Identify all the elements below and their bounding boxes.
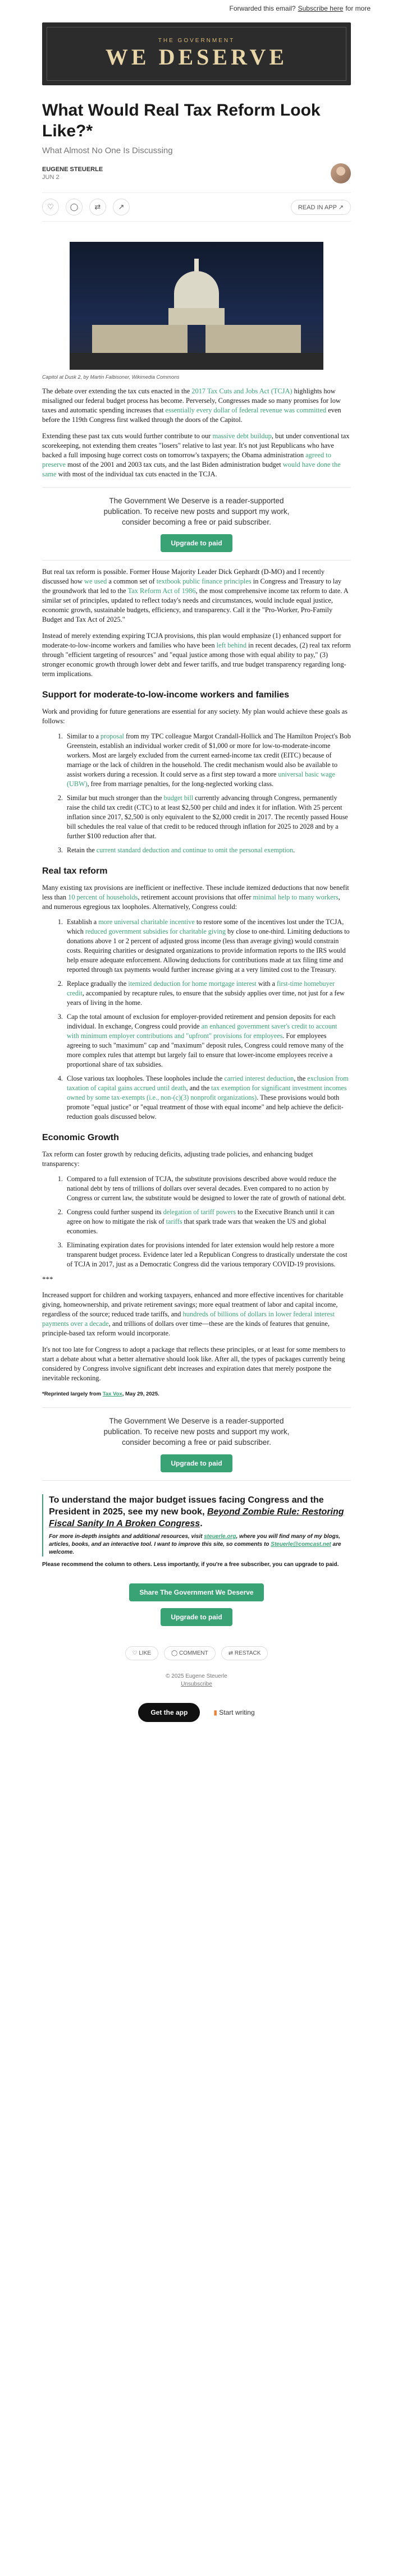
link-steuerle-org[interactable]: steuerle.org xyxy=(204,1533,236,1540)
forward-suffix: for more xyxy=(345,4,371,12)
publication-banner[interactable] xyxy=(42,22,351,85)
upgrade-button[interactable]: Upgrade to paid xyxy=(161,1608,232,1626)
subscribe-link[interactable]: Subscribe here xyxy=(298,4,344,12)
book-heading: To understand the major budget issues facing Congress and the President in 2025, see my new book, Beyond Zombie Rule: Restoring Fiscal Sanity In A Broken Congress. xyxy=(49,1495,344,1528)
link-tcja[interactable]: 2017 Tax Cuts and Jobs Act (TCJA) xyxy=(191,387,293,395)
link-book[interactable]: Beyond Zombie Rule: Restoring Fiscal Sanity In A Broken Congress xyxy=(49,1507,344,1528)
link-left-behind[interactable]: left behind xyxy=(216,641,247,649)
paragraph: Many existing tax provisions are inefficient or ineffective. These include itemized deductions that now benefit less than 10 percent of households, retirement account provisions that offer minimal help to many workers, and numerous egregious tax loopholes. Alternatively, Congress could: xyxy=(42,884,349,911)
support-list xyxy=(42,732,351,855)
link-tariff-powers[interactable]: delegation of tariff powers xyxy=(163,1208,236,1216)
paragraph: But real tax reform is possible. Former House Majority Leader Dick Gephardt (D-MO) and I recently discussed how we used a common set of textbook public finance principles in Congress and Treasury to lay the groundwork that led to the Tax Reform Act of 1986, the most comprehensive income tax reform to date. A similar set of principles, updated to reflect today's needs and circumstances, would include equal justice, economic growth, sustainable budgets, efficiency, and transparency. Call it the "Pro-Worker, Pro-Family Budget and Tax Act of 2025." xyxy=(42,568,349,623)
link-mortgage-interest[interactable]: itemized deduction for home mortgage interest xyxy=(128,980,257,988)
link-principles[interactable]: textbook public finance principles xyxy=(156,577,252,585)
link-carried-interest[interactable]: carried interest deduction xyxy=(224,1075,294,1082)
restack-icon: ⇄ xyxy=(228,1650,234,1656)
comment-icon[interactable]: ◯ xyxy=(66,199,83,215)
list-item: 2. Similar but much stronger than the budget bill currently advancing through Congress, permanently raise the child tax credit (CTC) to at least $2,500 per child and index it for inflation. With 25 percent inflation since 2017, $2,500 is only equivalent to the $2,000 credit in 2017. The recently passed House bill schedules the real value of that credit to be reduced through inflation for 2025 to 2028 and by a further $100 reduction after that. xyxy=(65,793,351,841)
get-app-button[interactable]: Get the app xyxy=(138,1703,200,1722)
paragraph: Increased support for children and working taxpayers, enhanced and more effective incentives for charitable giving, homeownership, and private retirement savings; more equal treatment of labor and capital income, regardless of the source; reduced trade tariffs, and hundreds of billions of dollars in lower federal interest payments over a decade, and trillions of dollars over time—these are the kinds of features that genuine, principle-based tax reform would incorporate. xyxy=(42,1291,344,1337)
share-publication-button[interactable]: Share The Government We Deserve xyxy=(129,1583,263,1601)
share-icon[interactable]: ↗ xyxy=(113,199,130,215)
email-body xyxy=(42,22,351,1744)
link-email[interactable]: Steuerle@comcast.net xyxy=(271,1541,331,1548)
post-date: JUN 2 xyxy=(42,174,60,181)
comment-button[interactable]: ◯ COMMENT xyxy=(164,1646,216,1660)
link-ubw[interactable]: universal basic wage (UBW) xyxy=(67,770,335,788)
like-button[interactable]: ♡ LIKE xyxy=(125,1646,158,1660)
link-tra-1986[interactable]: Tax Reform Act of 1986 xyxy=(127,587,196,595)
list-item: 3. Retain the current standard deduction and continue to omit the personal exemption. xyxy=(65,846,351,855)
list-item: 3. Eliminating expiration dates for provisions intended for later extension would help restore a more transparent budget process. Evidence later led a Republican Congress to drastically understate the cost of TCJA in 2017, just as a Democratic Congress did the various temporary COVID-19 provisions. xyxy=(65,1241,351,1269)
book-promo xyxy=(42,1494,351,1556)
link-we-used[interactable]: we used xyxy=(84,577,107,585)
cta-text: The Government We Deserve is a reader-supported publication. To receive new posts and support my work, consider becoming a free or paid subscriber. xyxy=(103,1417,290,1447)
share-note: Please recommend the column to others. Less importantly, if you're a free subscriber, you can upgrade to paid. xyxy=(42,1562,339,1568)
paragraph: It's not too late for Congress to adopt a package that reflects these principles, or at least for some members to start a debate about what a better alternative should look like. After all, the types of packages currently being considered by Congress involve significant debt increases and expiration dates that merely postpone the inevitable reckoning. xyxy=(42,1346,346,1382)
forward-bar xyxy=(0,0,393,17)
upgrade-button[interactable]: Upgrade to paid xyxy=(161,534,232,552)
upgrade-button[interactable]: Upgrade to paid xyxy=(161,1454,232,1472)
cta-text: The Government We Deserve is a reader-supported publication. To receive new posts and support my work, consider becoming a free or paid subscriber. xyxy=(103,497,290,526)
link-revenue-committed[interactable]: essentially every dollar of federal revenue was committed xyxy=(165,406,327,414)
link-proposal[interactable]: proposal xyxy=(100,732,124,740)
post-subtitle: What Almost No One Is Discussing xyxy=(42,146,173,155)
book-note: For more in-depth insights and additional resources, visit steuerle.org, where you will find many of my blogs, articles, books, and an interactive tool. I want to improve this site, so comments to Steuerle@comcast.net are welcome. xyxy=(49,1533,341,1555)
subscribe-cta xyxy=(42,1407,351,1481)
forward-text: Forwarded this email? xyxy=(229,4,296,12)
list-item: 2. Congress could further suspend its delegation of tariff powers to the Executive Branch until it can agree on how to mitigate the risk of tariffs that spark trade wars that weaken the US and global economies. xyxy=(65,1207,351,1236)
banner-subtitle: THE GOVERNMENT xyxy=(158,38,235,44)
post-actions xyxy=(42,192,351,222)
link-budget-bill[interactable]: budget bill xyxy=(163,794,194,802)
post-title[interactable]: What Would Real Tax Reform Look Like?* xyxy=(42,101,321,140)
link-tax-vox[interactable]: Tax Vox xyxy=(102,1391,122,1397)
author-name[interactable]: EUGENE STEUERLE xyxy=(42,166,103,173)
link-debt-buildup[interactable]: massive debt buildup xyxy=(212,432,272,440)
section-divider: *** xyxy=(42,1275,53,1283)
heart-icon[interactable]: ♡ xyxy=(42,199,59,215)
link-tax-exemption[interactable]: tax exemption for significant investment incomes owned by some tax-exempts (i.e., non-(c)(3) nonprofit organizations) xyxy=(67,1084,347,1101)
reprint-note: *Reprinted largely from Tax Vox, May 29, 2025. xyxy=(42,1391,159,1397)
list-item: 1. Compared to a full extension of TCJA, the substitute provisions described above would reduce the national debt by tens of trillions of dollars over several decades. Even compared to no action by Congress or current law, the substitute would be designed to lower the rate of growth of national debt. xyxy=(65,1174,351,1203)
read-in-app-button[interactable]: READ IN APP ↗ xyxy=(291,200,351,215)
growth-list xyxy=(42,1174,351,1269)
section-heading: Support for moderate-to-low-income workers and families xyxy=(42,690,290,700)
pen-icon: ▮ xyxy=(213,1709,217,1716)
footer-actions xyxy=(42,1646,351,1660)
comment-icon: ◯ xyxy=(171,1650,178,1656)
start-writing-button[interactable]: ▮ Start writing xyxy=(213,1709,255,1716)
copyright: © 2025 Eugene Steuerle Unsubscribe xyxy=(42,1673,351,1688)
list-item: 4. Close various tax loopholes. These loopholes include the carried interest deduction, the exclusion from taxation of capital gains accrued until death, and the tax exemption for significant investment incomes owned by some tax-exempts (i.e., non-(c)(3) nonprofit organizations). These provisions would both promote "equal justice" or "equal treatment of those with equal income" and help achieve the deficit-reduction goals discussed below. xyxy=(65,1074,351,1122)
link-households[interactable]: 10 percent of households xyxy=(68,893,138,901)
link-capital-gains[interactable]: exclusion from taxation of capital gains accrued until death xyxy=(67,1075,349,1092)
subscribe-cta xyxy=(42,487,351,561)
paragraph: Extending these past tax cuts would further contribute to our massive debt buildup, but under conventional tax scorekeeping, not extending them creates "losers" relative to last year. It's not just Republicans who have backed a full imposing huge correct costs on tomorrow's taxpayers; the Obama administration agreed to preserve most of the 2001 and 2003 tax cuts, and the last Biden administration budget would have done the same with most of the individual tax cuts enacted in the TCJA. xyxy=(42,432,350,478)
link-homebuyer-credit[interactable]: first-time homebuyer credit xyxy=(67,980,335,997)
share-button-wrap xyxy=(42,1577,351,1626)
link-tariffs[interactable]: tariffs xyxy=(166,1218,182,1225)
link-reduced-subsidies[interactable]: reduced government subsidies for charitable giving xyxy=(85,927,226,935)
paragraph: Instead of merely extending expiring TCJA provisions, this plan would emphasize (1) enhanced support for moderate-to-low-income workers and families who have been left behind in recent decades, (2) real tax reform through "efficient targeting of resources" and "equal justice among those with equal ability to pay," (3) stronger economic growth through lower debt and fewer tariffs, and true budget transparency regarding long-term implications. xyxy=(42,632,351,678)
image-caption: Capitol at Dusk 2, by Martin Falbisoner, Wikimedia Commons xyxy=(42,374,180,380)
reform-list xyxy=(42,917,351,1122)
paragraph: The debate over extending the tax cuts enacted in the 2017 Tax Cuts and Jobs Act (TCJA) highlights how misaligned our federal budget process has become. Perversely, Congresses made so many promises for low taxes and automatic spending increases that essentially every dollar of federal revenue was committed even before the 119th Congress first walked through the doors of the Capitol. xyxy=(42,387,341,424)
list-item: 1. Establish a more universal charitable incentive to restore some of the incentives lost under the TCJA, which reduced government subsidies for charitable giving by close to one-third. Limiting deductions to donations above 1 or 2 percent of adjusted gross income (less than average giving) would constrain costs. Requiring charities or designated organizations to provide information reports to the IRS would help ensure adequate enforcement. Allowing deductions for contributions made at tax filing time and reported through tax payments would further increase giving at a very limited cost to the Treasury. xyxy=(65,917,351,975)
paragraph: Tax reform can foster growth by reducing deficits, adjusting trade policies, and enhancing budget transparency: xyxy=(42,1150,313,1168)
unsubscribe-link[interactable]: Unsubscribe xyxy=(181,1681,212,1687)
restack-icon[interactable]: ⇄ xyxy=(89,199,106,215)
avatar[interactable] xyxy=(331,163,351,183)
link-biden-budget[interactable]: would have done the same xyxy=(42,461,341,478)
link-standard-deduction[interactable]: current standard deduction and continue to omit the personal exemption xyxy=(96,846,294,854)
link-interest-payments[interactable]: hundreds of billions of dollars in lower federal interest payments over a decade xyxy=(42,1310,335,1328)
link-agreed-preserve[interactable]: agreed to preserve xyxy=(42,451,331,469)
link-minimal-help[interactable]: minimal help to many workers xyxy=(253,893,339,901)
paragraph: Work and providing for future generations are essential for any society. My plan would achieve these goals as follows: xyxy=(42,708,348,725)
list-item: 3. Cap the total amount of exclusion for employer-provided retirement and pension deposits for each individual. In exchange, Congress could provide an enhanced government saver's credit to account with minimum employer contributions and "upfront" provisions for employees. For employees agreeing to such "maximum" cap and "maximum" deposit rules, Congress could remove many of the more complex rules that attempt but largely fail to ensure that lower-income employees receive a proportional share of tax subsidies. xyxy=(65,1012,351,1069)
bottom-buttons xyxy=(42,1703,351,1722)
section-heading: Economic Growth xyxy=(42,1133,119,1142)
list-item: 1. Similar to a proposal from my TPC colleague Margot Crandall-Hollick and The Hamilton Project's Bob Greenstein, establish an individual worker credit of $1,000 or more for low-to-moderate-income workers. Most are largely excluded from the current earned-income tax credit (EITC) because of marriage or the lack of children in the household. The credit mechanism would also be available to assist workers during a recession. It could serve as a first step toward a more universal basic wage (UBW), free from marriage penalties, for the long-neglected working class. xyxy=(65,732,351,789)
link-charitable-incentive[interactable]: more universal charitable incentive xyxy=(98,918,195,926)
restack-button[interactable]: ⇄ RESTACK xyxy=(221,1646,268,1660)
heart-icon: ♡ xyxy=(132,1650,138,1656)
list-item: 2. Replace gradually the itemized deduction for home mortgage interest with a first-time homebuyer credit, accompanied by recapture rules, to ensure that the subsidy applies over time, not just for a few years of living in the home. xyxy=(65,979,351,1008)
capitol-image[interactable] xyxy=(70,242,323,370)
banner-title: WE DESERVE xyxy=(105,44,288,70)
byline xyxy=(42,163,351,183)
link-savers-credit[interactable]: an enhanced government saver's credit to account with minimum employer contributions and "upfront" provisions for employees xyxy=(67,1022,337,1040)
section-heading: Real tax reform xyxy=(42,866,108,876)
